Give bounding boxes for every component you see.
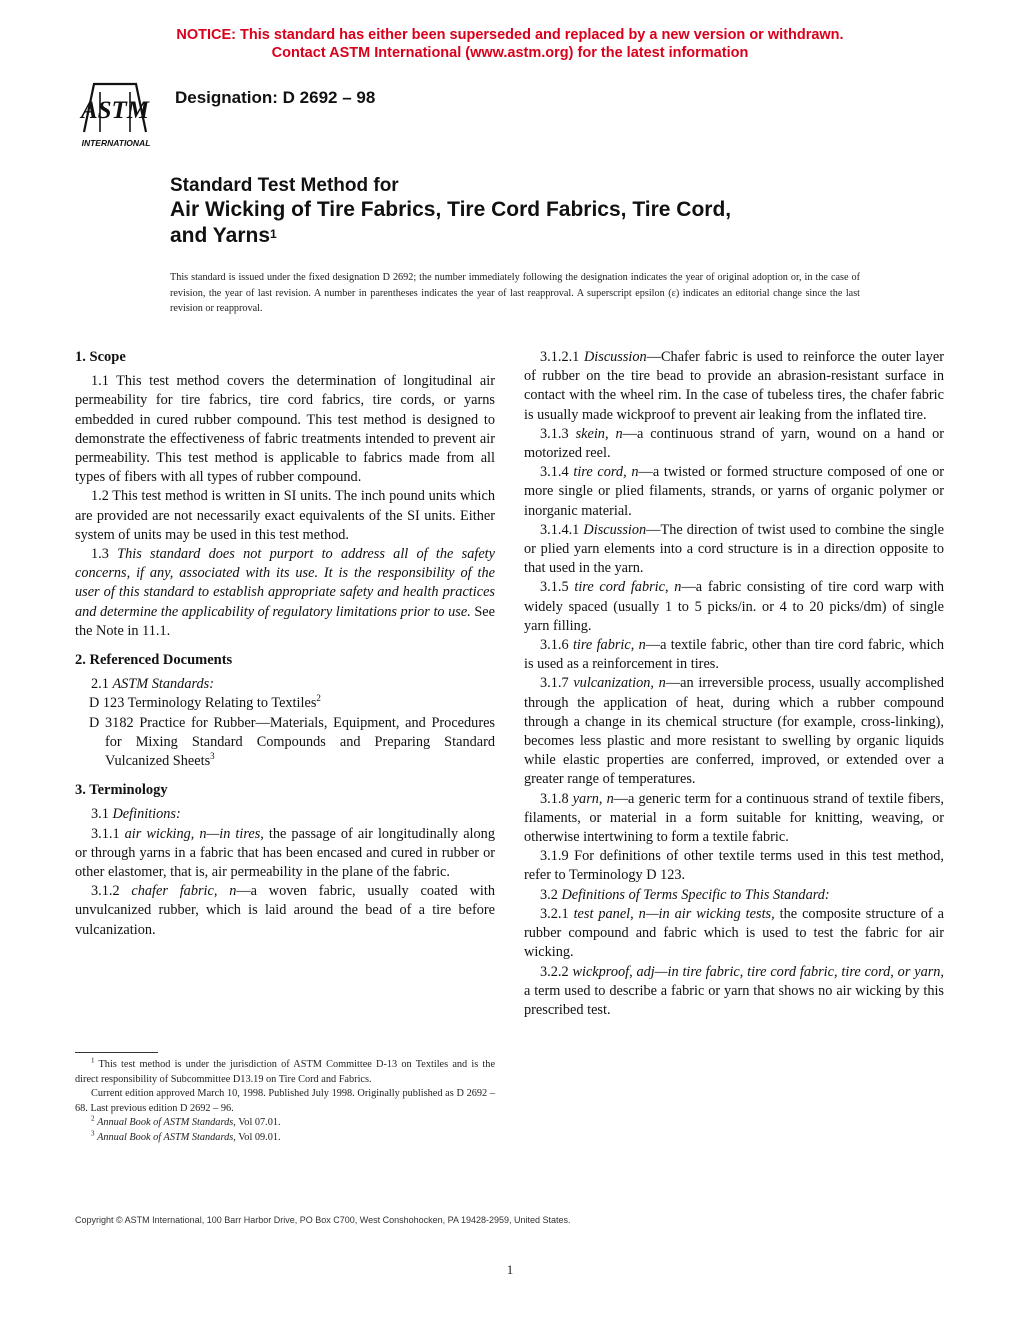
reference-d123-mark: 2 bbox=[316, 693, 321, 704]
term-3-1-5-num: 3.1.5 bbox=[540, 579, 569, 596]
term-3-2-1-term: test panel, n—in air wicking tests, bbox=[573, 905, 775, 922]
title-line-3 bbox=[170, 223, 731, 249]
reference-d3182-text: D 3182 Practice for Rubber—Materials, Equipment, and Procedures for Mixing Standard Compounds and Preparing Standard Vulcanized Sheets bbox=[89, 714, 495, 770]
footnote-2-tail: , Vol 07.01. bbox=[233, 1117, 281, 1128]
para-2-1 bbox=[75, 675, 495, 694]
term-3-1-1 bbox=[75, 825, 495, 883]
footnote-3-italic: Annual Book of ASTM Standards bbox=[97, 1131, 234, 1143]
reference-d3182-mark: 3 bbox=[210, 751, 215, 762]
title-line-3-text: and Yarns bbox=[170, 224, 270, 247]
copyright: Copyright © ASTM International, 100 Barr Harbor Drive, PO Box C700, West Conshohocken, PA 19428-2959, United States. bbox=[75, 1215, 571, 1225]
para-1-3-tail: See the Note in 11.1. bbox=[75, 603, 496, 639]
term-3-1-4-num: 3.1.4 bbox=[540, 464, 569, 481]
para-1-2: 1.2 This test method is written in SI units. The inch pound units which are provided are not necessarily exact equivalents of the SI units. Either system of units may be used in this test method. bbox=[75, 488, 495, 543]
term-3-2-2-num: 3.2.2 bbox=[540, 963, 569, 980]
footnote-3-tail: , Vol 09.01. bbox=[233, 1131, 281, 1143]
term-3-2-1-num: 3.2.1 bbox=[540, 905, 569, 922]
para-1-1: 1.1 This test method covers the determination of longitudinal air permeability for tire fabrics, tire cord fabrics, tire cords, or yarns embedded in cured rubber compound. This test method is designed to demonstrate the effectiveness of fabric treatments intended to prevent air permeability. This test method is applicable to fabrics made from all types of fibers with all types of rubber compound. bbox=[75, 373, 495, 486]
term-3-1-3 bbox=[524, 425, 944, 463]
term-3-1-7 bbox=[524, 674, 944, 789]
section-scope-heading: 1. Scope bbox=[75, 349, 126, 365]
title-line-1: Standard Test Method for bbox=[170, 175, 399, 196]
term-3-1-6-def: —a textile fabric, other than tire cord fabric, which is used as a reinforcement in tires. bbox=[524, 637, 944, 673]
term-3-1-8 bbox=[524, 790, 944, 848]
para-3-1-num: 3.1 bbox=[91, 806, 109, 823]
term-3-1-1-num: 3.1.1 bbox=[91, 825, 120, 842]
left-column bbox=[75, 348, 495, 940]
astm-logo-icon bbox=[70, 78, 162, 150]
term-3-1-4-1-def: —The direction of twist used to combine the single or plied yarn elements into a cord structure is in a direction opposite to that used in the yarn. bbox=[524, 521, 944, 577]
term-3-1-2-1-num: 3.1.2.1 bbox=[540, 349, 580, 365]
term-3-1-8-num: 3.1.8 bbox=[540, 790, 569, 807]
designation: Designation: D 2692 – 98 bbox=[175, 88, 376, 107]
term-3-1-7-def: —an irreversible process, usually accomplished through the application of heat, during which a rubber compound through a change in its chemical structure (for example, cross-linking), becomes less plastic and more resistant to swelling by organic liquids while elastic properties are conferred, improved, or extended over a greater range of temperatures. bbox=[524, 675, 944, 788]
issued-note: This standard is issued under the fixed designation D 2692; the number immediately following the designation indicates the year of original adoption or, in the case of revision, the year of last revision. A number in parentheses indicates the year of last reapproval. A superscript epsilon (ε) indicates an editorial change since the last revision or reapproval. bbox=[170, 272, 860, 314]
footnote-3-mark: 3 bbox=[91, 1129, 95, 1138]
term-3-1-4-1 bbox=[524, 521, 944, 579]
term-3-1-6 bbox=[524, 636, 944, 674]
para-3-2 bbox=[524, 886, 944, 905]
para-1-3-italic: This standard does not purport to address all of the safety concerns, if any, associated with its use. It is the responsibility of the user of this standard to establish appropriate safety and health practices and determine the applicability of regulatory limitations prior to use. bbox=[75, 546, 495, 620]
term-3-1-2-def: —a woven fabric, usually coated with unvulcanized rubber, which is laid around the bead of a tire before vulcanization. bbox=[75, 883, 496, 938]
title-footnote-mark: 1 bbox=[270, 227, 277, 241]
term-3-1-2-1-term: Discussion bbox=[583, 349, 647, 365]
term-3-1-2-num: 3.1.2 bbox=[91, 883, 120, 900]
footnote-1b: Current edition approved March 10, 1998. Published July 1998. Originally published as D 2692 – 68. Last previous edition D 2692 – 96. bbox=[75, 1088, 495, 1114]
term-3-1-3-num: 3.1.3 bbox=[540, 425, 569, 442]
footnote-3 bbox=[75, 1131, 495, 1146]
footnote-2-mark: 2 bbox=[91, 1114, 95, 1123]
term-3-1-2-1-def: —Chafer fabric is used to reinforce the outer layer of rubber on the tire bead to provide an abrasion-resistant surface in contact with the wheel rim. In the case of tubeless tires, the chafer fabric is usually made wickproof to prevent air leaking from the inflated tire. bbox=[524, 349, 944, 423]
superseded-notice bbox=[0, 26, 1020, 62]
term-3-2-2-term: wickproof, adj—in tire fabric, tire cord fabric, tire cord, or yarn, bbox=[572, 963, 944, 980]
term-3-1-9: 3.1.9 For definitions of other textile terms used in this test method, refer to Terminology D 123. bbox=[524, 848, 944, 884]
para-3-1 bbox=[75, 805, 495, 824]
term-3-1-4-1-term: Discussion bbox=[583, 521, 647, 538]
term-3-1-4-1-num: 3.1.4.1 bbox=[540, 521, 580, 538]
term-3-1-7-term: vulcanization, n bbox=[573, 675, 666, 692]
para-2-1-num: 2.1 bbox=[91, 676, 109, 693]
notice-line-2: Contact ASTM International (www.astm.org) for the latest information bbox=[271, 45, 749, 61]
term-3-1-2-term: chafer fabric, n bbox=[131, 883, 237, 900]
term-3-1-5 bbox=[524, 578, 944, 636]
reference-d3182 bbox=[75, 714, 495, 772]
footnote-2 bbox=[75, 1116, 495, 1131]
term-3-1-3-term: skein, n bbox=[575, 425, 623, 442]
para-1-3-num: 1.3 bbox=[91, 546, 109, 563]
term-3-1-8-term: yarn, n bbox=[572, 790, 614, 807]
para-3-2-label: Definitions of Terms Specific to This Standard: bbox=[561, 886, 830, 903]
para-3-1-label: Definitions: bbox=[112, 806, 181, 823]
term-3-1-2-1 bbox=[524, 348, 944, 425]
footnotes bbox=[75, 1058, 495, 1145]
section-terminology-heading: 3. Terminology bbox=[75, 782, 168, 799]
term-3-2-2 bbox=[524, 963, 944, 1021]
term-3-2-1-def: the composite structure of a rubber compound and fabric which is used to test the fabric for air wicking. bbox=[524, 905, 944, 961]
page-number: 1 bbox=[506, 1262, 514, 1277]
para-2-1-label: ASTM Standards: bbox=[112, 676, 214, 693]
term-3-1-4-def: —a twisted or formed structure composed of one or more single or plied filaments, strands, or yarns of organic polymer or inorganic material. bbox=[524, 464, 945, 519]
term-3-1-7-num: 3.1.7 bbox=[540, 675, 569, 692]
term-3-2-1 bbox=[524, 905, 944, 963]
term-3-1-6-term: tire fabric, n bbox=[572, 637, 646, 654]
footnote-2-italic: Annual Book of ASTM Standards bbox=[97, 1117, 234, 1128]
term-3-1-4 bbox=[524, 463, 944, 521]
reference-d123-text: D 123 Terminology Relating to Textiles bbox=[89, 695, 317, 712]
logo-text: ASTM bbox=[80, 97, 150, 124]
logo-subtext: INTERNATIONAL bbox=[81, 138, 151, 148]
term-3-1-3-def: —a continuous strand of yarn, wound on a hand or motorized reel. bbox=[524, 425, 944, 462]
notice-line-1: NOTICE: This standard has either been superseded and replaced by a new version or withdrawn. bbox=[176, 27, 844, 43]
footnote-1-text: This test method is under the jurisdiction of ASTM Committee D-13 on Textiles and is the direct responsibility of Subcommittee D13.19 on Tire Cord and Fabrics. bbox=[75, 1059, 496, 1085]
footnote-divider bbox=[75, 1052, 158, 1053]
term-3-2-2-def: a term used to describe a fabric or yarn that shows no air wicking by this prescribed test. bbox=[524, 982, 944, 1018]
term-3-1-2 bbox=[75, 882, 495, 940]
term-3-1-4-term: tire cord, n bbox=[573, 464, 639, 481]
term-3-1-5-term: tire cord fabric, n bbox=[574, 579, 682, 596]
para-3-2-num: 3.2 bbox=[540, 886, 558, 903]
term-3-1-8-def: —a generic term for a continuous strand of textile fibers, filaments, or material in a form suitable for knitting, weaving, or otherwise intertwining to form a textile fabric. bbox=[524, 790, 944, 846]
term-3-1-5-def: —a fabric consisting of tire cord warp with widely spaced (usually 1 to 5 picks/in. or 4 to 20 picks/dm) of single yarn filling. bbox=[524, 579, 944, 634]
term-3-1-1-term: air wicking, n—in tires, bbox=[124, 825, 264, 842]
reference-d123 bbox=[75, 694, 495, 713]
section-referenced-heading: 2. Referenced Documents bbox=[75, 652, 233, 669]
footnote-1-mark: 1 bbox=[91, 1056, 95, 1065]
document-title bbox=[170, 175, 731, 249]
term-3-1-1-def: the passage of air longitudinally along or through yarns in a fabric that has been encased and cured in rubber or other elastomer, that is, air permeability in the plane of the fabric. bbox=[75, 825, 495, 881]
footnote-1 bbox=[75, 1058, 495, 1087]
title-line-2: Air Wicking of Tire Fabrics, Tire Cord Fabrics, Tire Cord, bbox=[170, 198, 732, 221]
para-1-3 bbox=[75, 545, 495, 641]
right-column bbox=[524, 348, 944, 1020]
term-3-1-6-num: 3.1.6 bbox=[540, 637, 569, 654]
